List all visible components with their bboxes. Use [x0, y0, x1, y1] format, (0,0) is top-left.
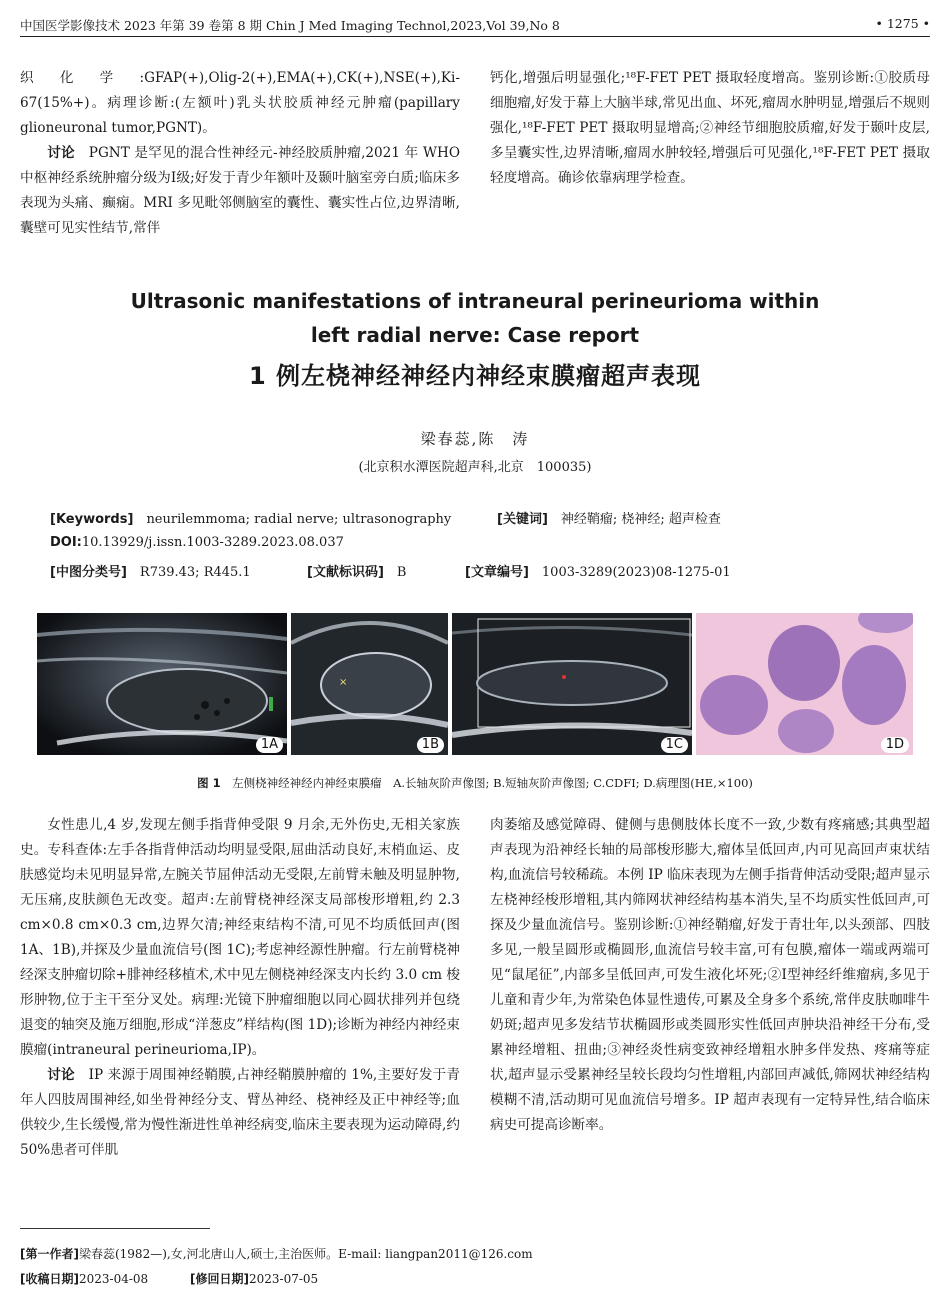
cdfi-image — [452, 613, 692, 755]
article-number — [465, 561, 731, 580]
prev-article-right-column — [490, 66, 930, 191]
ultrasound-long-axis-image — [37, 613, 287, 755]
page-number: • 1275 • — [875, 16, 930, 31]
article-number-label: [文章编号] — [465, 565, 529, 580]
received-value: 2023-04-08 — [78, 1272, 149, 1286]
figure-panel-c — [452, 613, 692, 755]
figure-caption — [0, 775, 950, 791]
keywords-label: [Keywords] — [50, 512, 134, 527]
prev-article-left-column — [20, 66, 460, 241]
title-english-line-2: left radial nerve: Case report — [310, 323, 640, 347]
keywords-zh-value: 神经鞘瘤; 桡神经; 超声检查 — [560, 512, 721, 527]
discussion-paragraph: 讨论 IP 来源于周围神经鞘膜,占神经鞘膜肿瘤的 1%,主要好发于青年人四肢周围神经,如坐骨神经分支、臂丛神经、桡神经及正中神经等;血供较少,生长缓慢,常为慢性渐进性单神经病变,临床主要表现为运动障碍,约 50%患者可伴肌 — [20, 1067, 461, 1158]
revised-label: [修回日期] — [190, 1272, 249, 1286]
keywords-zh-label: [关键词] — [497, 512, 548, 527]
discussion-label: 讨论 — [47, 145, 75, 161]
case-paragraph: 女性患儿,4 岁,发现左侧手指背伸受限 9 月余,无外伤史,无相关家族史。专科查体:左手各指背伸活动均明显受限,屈曲活动良好,末梢血运、皮肤感觉均未见明显异常,左腕关节屈伸活动无受限,左前臂未触及明显肿物,无压痛,皮肤颜色无改变。超声:左前臂桡神经深支局部梭形增粗,约 2.3 cm×0.8 cm×0.3 cm,边界欠清;神经束结构不清,可见不均质低回声(图 1A、1B),并探及少量血流信号(图 1C);考虑神经源性肿瘤。行左前臂桡神经深支肿瘤切除+腓神经移植术,术中见左侧桡神经深支内长约 3.0 cm 梭形肿物,位于主干至分叉处。病理:光镜下肿瘤细胞以同心圆状排列并包绕退变的轴突及施万细胞,形成“洋葱皮”样结构(图 1D);诊断为神经内神经束膜瘤(intraneural perineurioma,IP)。 — [20, 817, 460, 1058]
prev-article-paragraph: 织化学:GFAP(+),Olig-2(+),EMA(+),CK(+),NSE(+),Ki-67(15%+)。病理诊断:(左额叶)乳头状胶质神经元肿瘤(papillary glioneuronal tumor,PGNT)。 — [20, 70, 460, 136]
figure-panel-a — [37, 613, 287, 755]
figure-caption-text: 左侧桡神经神经内神经束膜瘤 A.长轴灰阶声像图; B.短轴灰阶声像图; C.CDFI; D.病理图(HE,×100) — [232, 776, 753, 790]
prev-article-discussion: 讨论 PGNT 是罕见的混合性神经元-神经胶质肿瘤,2021 年 WHO 中枢神经系统肿瘤分级为Ⅰ级;好发于青少年额叶及颞叶脑室旁白质;临床多表现为头痛、癫痫。MRI 多见毗邻侧脑室的囊性、囊实性占位,边界清晰,囊壁可见实性结节,常伴 — [20, 145, 461, 236]
affiliation: (北京积水潭医院超声科,北京 100035) — [358, 460, 592, 475]
clc-value: R739.43; R445.1 — [139, 565, 251, 580]
ultrasound-short-axis-image — [291, 613, 448, 755]
keywords-value: neurilemmoma; radial nerve; ultrasonography — [146, 512, 452, 527]
doi — [50, 535, 344, 550]
figure-panel-b — [291, 613, 448, 755]
body-right-column — [490, 813, 930, 1138]
authors: 梁春蕊,陈 涛 — [420, 430, 530, 448]
doc-code-value: B — [396, 565, 407, 580]
doc-code-label: [文献标识码] — [307, 565, 384, 580]
svg-text:×: × — [339, 677, 348, 688]
doc-code — [307, 561, 406, 580]
received-date — [20, 1270, 148, 1287]
discussion-continued: 肉萎缩及感觉障碍、健侧与患侧肢体长度不一致,少数有疼痛感;其典型超声表现为沿神经长轴的局部梭形膨大,瘤体呈低回声,内可见高回声束状结构,血流信号较稀疏。本例 IP 临床表现为左侧手指背伸活动受限;超声显示左桡神经梭形增粗,其内筛网状神经结构基本消失,呈不均质实性低回声,可探及少量血流信号。鉴别诊断:①神经鞘瘤,好发于青壮年,以头颈部、四肢多见,一般呈圆形或椭圆形,血流信号较丰富,可有包膜,瘤体一端或两端可见“鼠尾征”,内部多呈低回声,可发生液化坏死;②Ⅰ型神经纤维瘤病,多见于儿童和青少年,为常染色体显性遗传,可累及全身多个系统,常伴皮肤咖啡牛奶斑;超声见多发结节状椭圆形或类圆形实性低回声肿块沿神经干分布,受累神经增粗、扭曲;③神经炎性病变致神经增粗水肿多伴发热、疼痛等症状,超声显示受累神经呈较长段均匀性增粗,内部回声减低,筛网状神经结构模糊不清,活动期可见血流信号增多。IP 超声表现有一定特异性,结合临床病史可提高诊断率。 — [490, 817, 930, 1133]
figure-panel-d — [696, 613, 913, 755]
clc — [50, 561, 251, 580]
keywords-zh — [497, 508, 721, 527]
article-number-value: 1003-3289(2023)08-1275-01 — [541, 565, 731, 580]
first-author-value: 梁春蕊(1982—),女,河北唐山人,硕士,主治医师。E-mail: liangpan2011@126.com — [78, 1247, 533, 1261]
first-author-label: [第一作者] — [20, 1247, 79, 1261]
title-chinese: 1 例左桡神经神经内神经束膜瘤超声表现 — [248, 362, 702, 390]
panel-label-b: 1B — [417, 737, 444, 753]
pathology-image — [696, 613, 913, 755]
figure-caption-number: 图 1 — [197, 776, 221, 790]
received-label: [收稿日期] — [20, 1272, 79, 1286]
revised-date — [190, 1270, 318, 1287]
keywords-en — [50, 508, 451, 527]
doi-label: DOI: — [50, 535, 82, 550]
panel-label-a: 1A — [256, 737, 283, 753]
journal-info: 中国医学影像技术 2023 年第 39 卷第 8 期 Chin J Med Imaging Technol,2023,Vol 39,No 8 — [20, 18, 560, 33]
footnote-rule — [20, 1228, 210, 1229]
prev-article-paragraph: 钙化,增强后明显强化;¹⁸F-FET PET 摄取轻度增高。鉴别诊断:①胶质母细胞瘤,好发于幕上大脑半球,常见出血、坏死,瘤周水肿明显,增强后不规则强化,¹⁸F-FET PET 摄取明显增高;②神经节细胞胶质瘤,好发于颞叶皮层,多呈囊实性,边界清晰,瘤周水肿较轻,增强后可见强化,¹⁸F-FET PET 摄取轻度增高。确诊依靠病理学检查。 — [490, 70, 930, 186]
doi-value: 10.13929/j.issn.1003-3289.2023.08.037 — [81, 535, 344, 550]
title-english-line-1: Ultrasonic manifestations of intraneural perineurioma within — [130, 289, 820, 313]
revised-value: 2023-07-05 — [248, 1272, 319, 1286]
panel-label-d: 1D — [881, 737, 909, 753]
running-header — [20, 14, 930, 37]
first-author-note — [20, 1245, 533, 1262]
clc-label: [中图分类号] — [50, 565, 127, 580]
discussion-label: 讨论 — [47, 1067, 75, 1083]
body-left-column — [20, 813, 460, 1163]
panel-label-c: 1C — [661, 737, 688, 753]
